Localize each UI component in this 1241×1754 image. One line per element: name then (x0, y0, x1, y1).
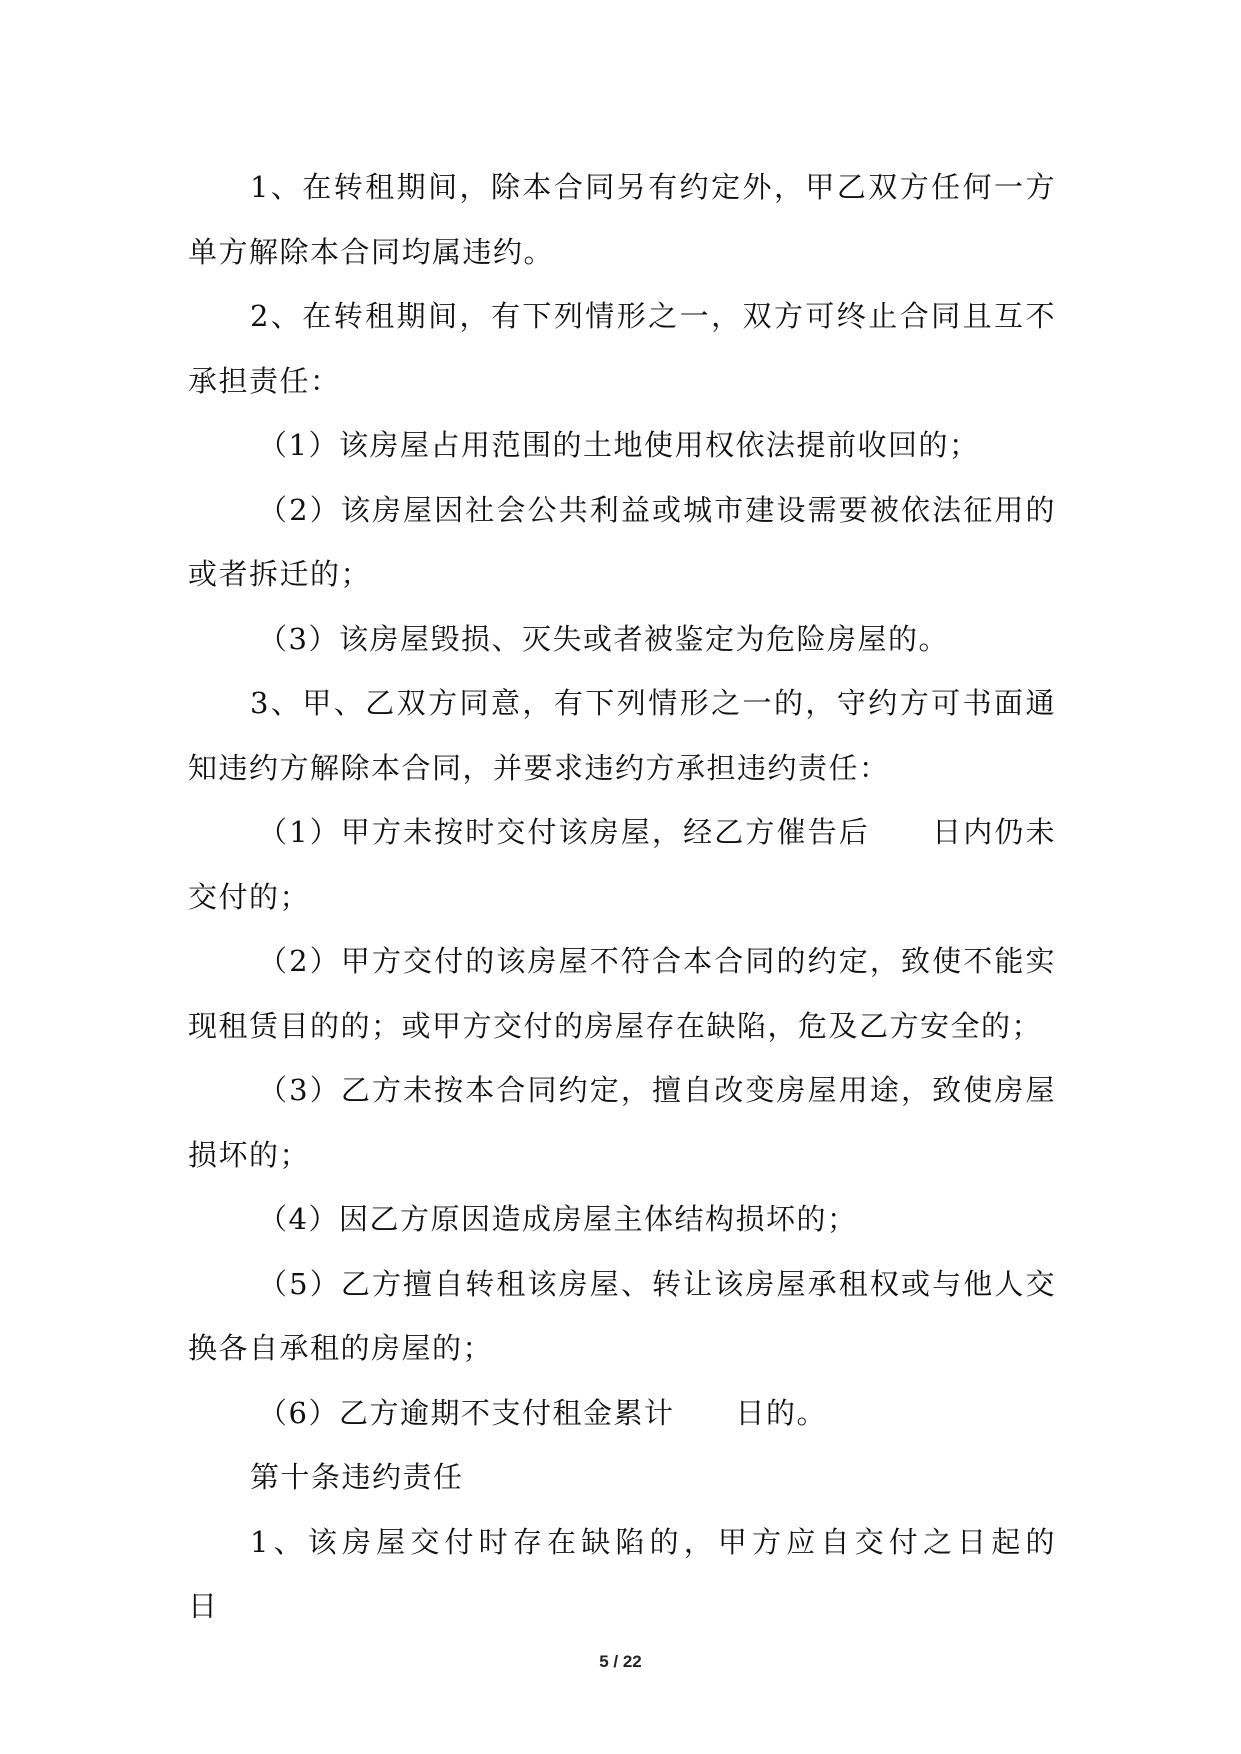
clause-paragraph: 2、在转租期间，有下列情形之一，双方可终止合同且互不承担责任： (188, 299, 1056, 398)
clause-paragraph: 1、该房屋交付时存在缺陷的，甲方应自交付之日起的 日 (188, 1524, 1118, 1623)
sub-clause-paragraph: （5）乙方擅自转租该房屋、转让该房屋承租权或与他人交换各自承租的房屋的； (188, 1266, 1056, 1365)
sub-clause-paragraph: （2）甲方交付的该房屋不符合本合同的约定，致使不能实现租赁目的的；或甲方交付的房屋存在缺陷，危及乙方安全的； (188, 944, 1056, 1043)
article-heading: 第十条违约责任 (250, 1460, 464, 1494)
sub-clause-paragraph: （1）甲方未按时交付该房屋，经乙方催告后 日内仍未交付的； (188, 815, 1056, 914)
sub-clause-paragraph: （6）乙方逾期不支付租金累计 日的。 (258, 1395, 827, 1430)
sub-clause-paragraph: （3）乙方未按本合同约定，擅自改变房屋用途，致使房屋损坏的； (188, 1073, 1056, 1172)
clause-paragraph: 3、甲、乙双方同意，有下列情形之一的，守约方可书面通知违约方解除本合同，并要求违约方承担违约责任： (188, 686, 1056, 785)
sub-clause-paragraph: （3）该房屋毁损、灭失或者被鉴定为危险房屋的。 (258, 621, 949, 656)
sub-clause-paragraph: （1）该房屋占用范围的土地使用权依法提前收回的； (258, 428, 980, 462)
document-body (188, 155, 1118, 1639)
sub-clause-paragraph: （2）该房屋因社会公共利益或城市建设需要被依法征用的或者拆迁的； (188, 492, 1056, 591)
clause-paragraph: 1、在转租期间，除本合同另有约定外，甲乙双方任何一方单方解除本合同均属违约。 (188, 170, 1056, 269)
page-number: 5 / 22 (599, 1652, 642, 1671)
sub-clause-paragraph: （4）因乙方原因造成房屋主体结构损坏的； (258, 1202, 858, 1236)
